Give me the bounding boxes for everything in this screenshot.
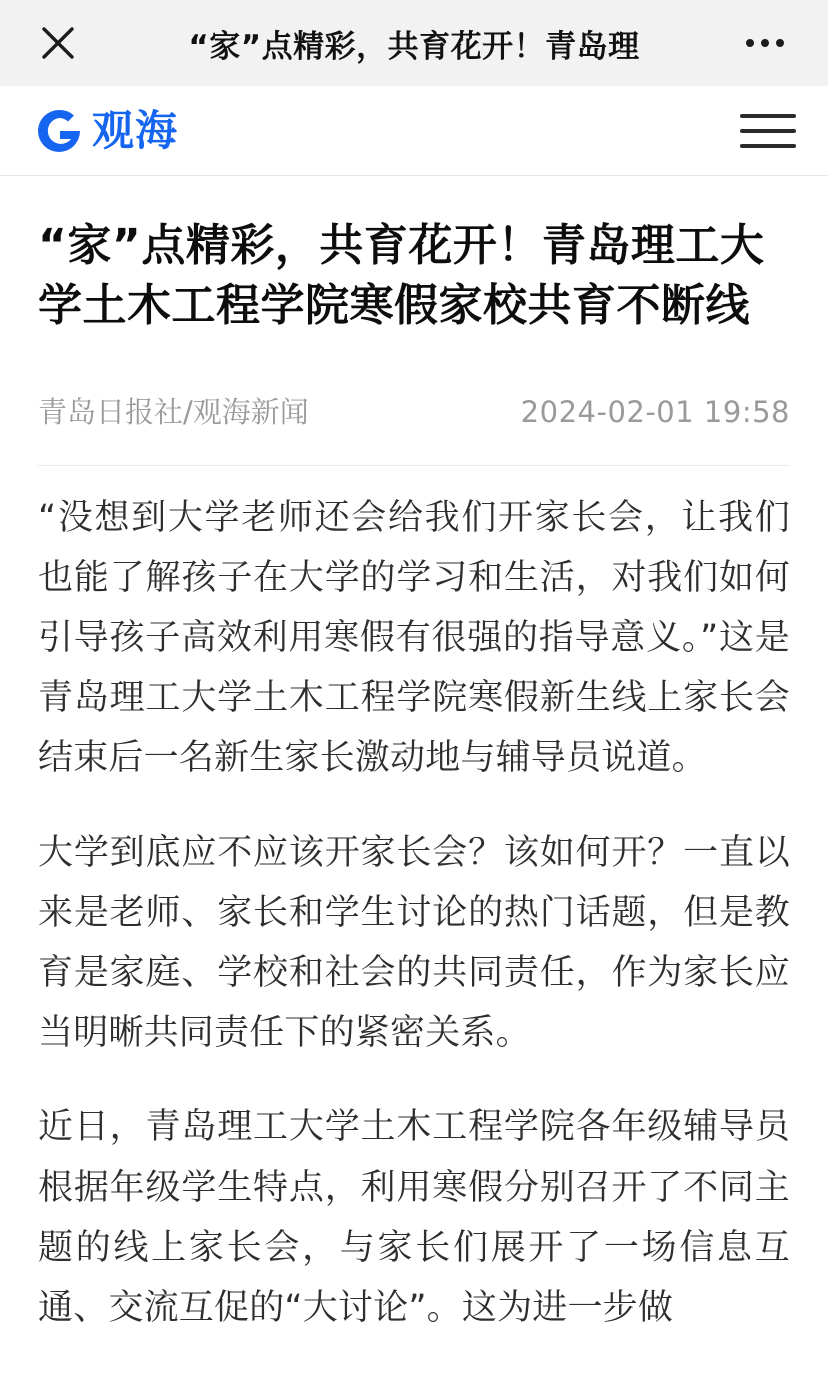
article-paragraph: 大学到底应不应该开家长会？该如何开？一直以来是老师、家长和学生讨论的热门话题，但是教育是家庭、学校和社会的共同责任，作为家长应当明晰共同责任下的紧密关系。 <box>38 832 790 1054</box>
article-timestamp: 2024-02-01 19:58 <box>520 394 790 429</box>
article-title: “家”点精彩，共育花开！青岛理工大学土木工程学院寒假家校共育不断线 <box>38 220 765 331</box>
guanhai-logo-icon <box>36 108 82 154</box>
article-paragraph: “没想到大学老师还会给我们开家长会，让我们也能了解孩子在大学的学习和生活，对我们如何引导孩子高效利用寒假有很强的指导意义。”这是青岛理工大学土木工程学院寒假新生线上家长会结束后一名新生家长激动地与辅导员说道。 <box>38 497 790 779</box>
hamburger-menu-icon[interactable] <box>740 109 796 153</box>
browser-chrome-bar <box>0 0 828 86</box>
article-container <box>0 176 828 1338</box>
more-options-icon[interactable] <box>738 21 792 65</box>
article-paragraph: 近日，青岛理工大学土木工程学院各年级辅导员根据年级学生特点，利用寒假分别召开了不同主题的线上家长会，与家长们展开了一场信息互通、交流互促的“大讨论”。这为进一步做 <box>38 1107 790 1328</box>
brand-name: 观海 <box>92 105 179 155</box>
close-icon[interactable] <box>36 21 80 65</box>
browser-page-title: “家”点精彩，共育花开！青岛理 <box>188 28 640 65</box>
site-header <box>0 86 828 176</box>
article-body <box>38 466 790 1338</box>
article-source: 青岛日报社/观海新闻 <box>38 394 309 429</box>
article-meta <box>38 390 790 466</box>
site-logo[interactable] <box>36 105 179 155</box>
